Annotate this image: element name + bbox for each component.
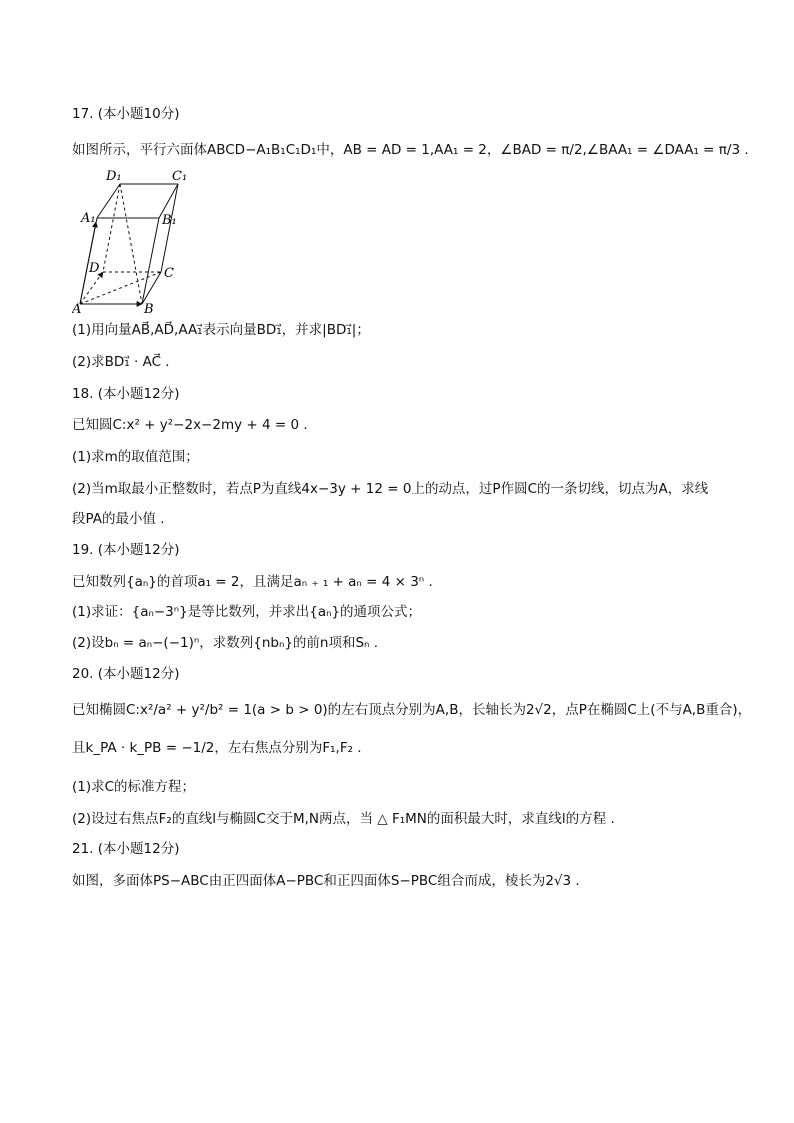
q18-stem: 已知圆C:x² + y²−2x−2my + 4 = 0 . [72,417,308,433]
q20-part1: (1)求C的标准方程； [72,779,196,795]
label-D1: D₁ [106,169,122,184]
q17-part2: (2)求BD₁⃗ · AC⃗ . [72,354,170,370]
q17-header: 17. (本小题10分) [72,106,180,122]
q18-part2-line2: 段PA的最小值 . [72,511,165,527]
q19-part1: (1)求证：{aₙ−3ⁿ}是等比数列，并求出{aₙ}的通项公式； [72,604,422,620]
label-B1: B₁ [162,213,177,228]
q21-header: 21. (本小题12分) [72,841,180,857]
q18-header: 18. (本小题12分) [72,386,180,402]
q20-stem-line1: 已知椭圆C:x²/a² + y²/b² = 1(a > b > 0)的左右顶点分别为A,B，长轴长为2√2，点P在椭圆C上(不与A,B重合)， [72,702,752,718]
q19-stem: 已知数列{aₙ}的首项a₁ = 2，且满足aₙ ₊ ₁ + aₙ = 4 × 3ⁿ . [72,574,433,590]
q17-stem: 如图所示，平行六面体ABCD−A₁B₁C₁D₁中，AB = AD = 1,AA₁ = 2，∠BAD = π/2,∠BAA₁ = ∠DAA₁ = π/3 . [72,142,749,158]
label-A1: A₁ [81,211,96,226]
q20-header: 20. (本小题12分) [72,666,180,682]
q18-part1: (1)求m的取值范围； [72,449,199,465]
label-C: C [164,266,174,281]
label-D: D [89,261,100,276]
q18-part2-line1: (2)当m取最小正整数时，若点P为直线4x−3y + 12 = 0上的动点，过P作圆C的一条切线，切点为A，求线 [72,481,709,497]
q19-part2: (2)设bₙ = aₙ−(−1)ⁿ，求数列{nbₙ}的前n项和Sₙ . [72,635,379,651]
label-C1: C₁ [172,169,187,184]
q19-header: 19. (本小题12分) [72,542,180,558]
q20-part2: (2)设过右焦点F₂的直线l与椭圆C交于M,N两点，当 △ F₁MN的面积最大时，求直线l的方程 . [72,811,615,827]
q17-part1: (1)用向量AB⃗,AD⃗,AA₁⃗表示向量BD₁⃗，并求|BD₁⃗|； [72,322,370,338]
q21-stem: 如图，多面体PS−ABC由正四面体A−PBC和正四面体S−PBC组合而成，棱长为2√3 . [72,873,580,889]
q20-stem-line2: 且k_PA · k_PB = −1/2，左右焦点分别为F₁,F₂ . [72,740,362,756]
parallelepiped-figure [72,168,187,314]
label-A: A [72,302,82,314]
label-B: B [144,302,154,314]
